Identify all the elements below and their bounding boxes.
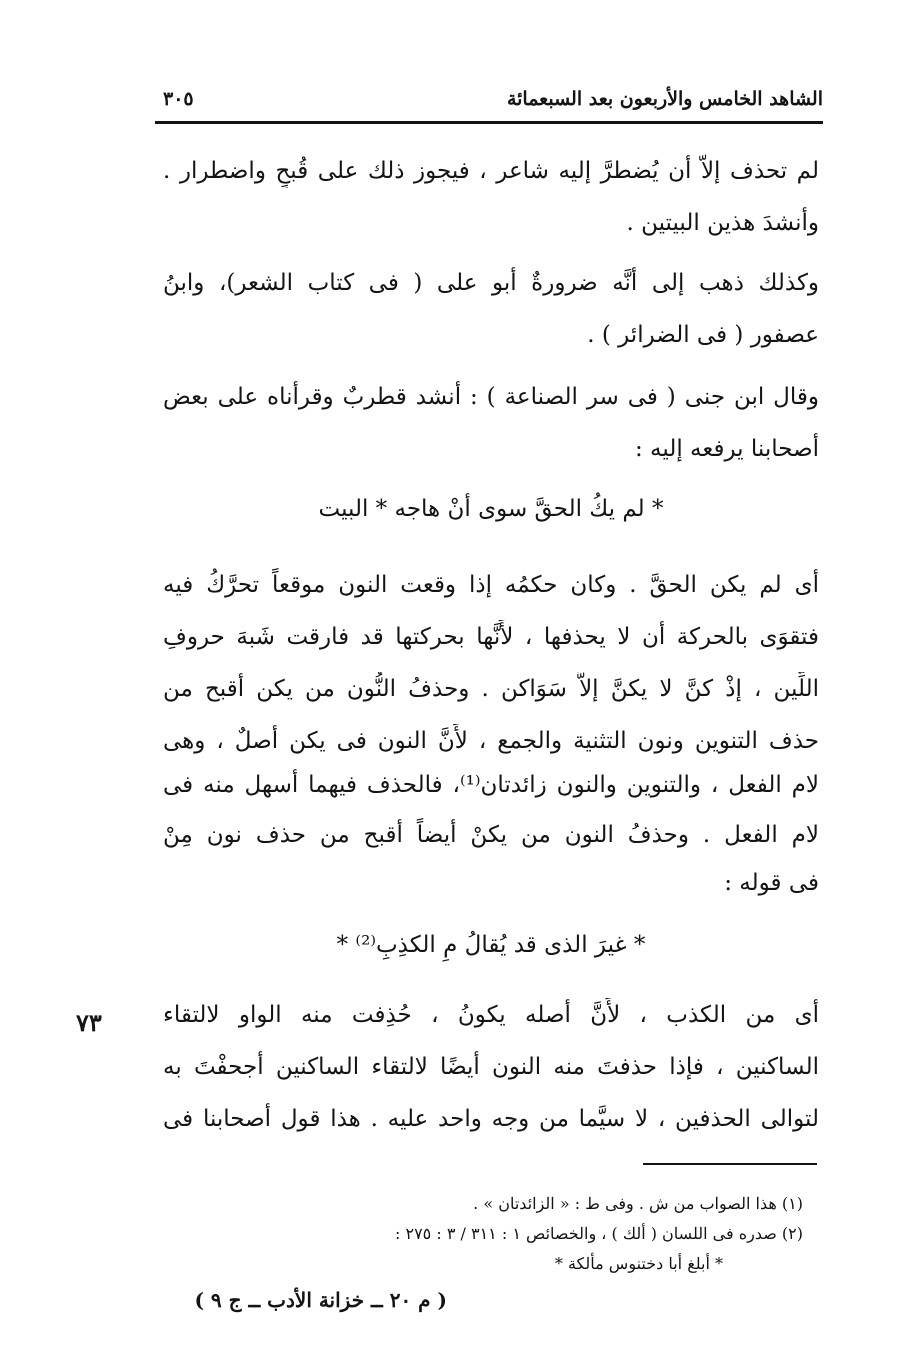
- body-line: وأنشدَ هذين البيتين .: [626, 210, 819, 236]
- footnote-rule: [643, 1163, 817, 1165]
- body-line: أصحابنا يرفعه إليه :: [635, 436, 819, 462]
- page-number: ٣٠٥: [163, 88, 194, 110]
- body-line: لام الفعل ، والتنوين والنون زائدتان⁽¹⁾، فالحذف فيهما أسهل منه فى: [163, 772, 819, 798]
- body-line: وقال ابن جنى ( فى سر الصناعة ) : أنشد قطربٌ وقرأْناه على بعض: [163, 384, 819, 410]
- body-line: أى من الكذب ، لأَنَّ أصله يكونُ ، حُذِفت منه الواو لالتقاء: [163, 1002, 819, 1028]
- header-rule: [155, 121, 823, 124]
- body-line: فتقوَى بالحركة أن لا يحذفها ، لأَنَّها بحركتها قد فارقت شَبهَ حروفِ: [163, 624, 819, 650]
- body-line: لتوالى الحذفين ، لا سيَّما من وجه واحد عليه . هذا قول أصحابنا فى: [163, 1106, 819, 1132]
- footnote-line: (١) هذا الصواب من ش . وفى ط : « الزائدتان » .: [473, 1194, 803, 1213]
- body-line: لام الفعل . وحذفُ النون من يكنْ أيضاً أقبح من حذف نون مِنْ: [163, 822, 819, 848]
- signature-mark: ( م ٢٠ ــ خزانة الأدب ــ ج ٩ ): [194, 1288, 447, 1312]
- body-line: فى قوله :: [724, 870, 819, 896]
- footnote-line: (٢) صدره فى اللسان ( ألك ) ، والخصائص ١ : ٣١١ / ٣ : ٢٧٥ :: [394, 1224, 803, 1243]
- margin-number: ٧٣: [76, 1008, 102, 1037]
- footnote-line: * أبلغ أبا دختنوس مألكة *: [554, 1254, 723, 1273]
- verse-line: * غيرَ الذى قد يُقالُ مِ الكذِبِ⁽²⁾ *: [336, 932, 646, 958]
- page-header: [155, 82, 823, 120]
- body-line: الساكنين ، فإذا حذفتَ منه النون أيضًا لالتقاء الساكنين أجحفْتَ به: [163, 1054, 819, 1080]
- body-line: وكذلك ذهب إلى أنَّه ضرورةٌ أبو على ( فى كتاب الشعر)، وابنُ: [163, 270, 819, 296]
- body-line: حذف التنوين ونون التثنية والجمع ، لأَنَّ النون فى يكن أصلٌ ، وهى: [163, 728, 819, 754]
- body-line: لم تحذف إلاّ أن يُضطرَّ إليه شاعر ، فيجوز ذلك على قُبحٍ واضطرار .: [163, 158, 819, 184]
- body-line: اللِّين ، إذْ كنَّ لا يكنَّ إلاَّ سَوَاكن . وحذفُ النُّون من يكن أقبح من: [163, 676, 819, 702]
- body-line: عصفور ( فى الضرائر ) .: [587, 322, 819, 348]
- verse-line: * لم يكُ الحقَّ سوى أنْ هاجه * البيت: [318, 496, 664, 522]
- body-line: أى لم يكن الحقَّ . وكان حكمُه إذا وقعت النون موقعاً تحرَّكُ فيه: [163, 572, 819, 598]
- running-title: الشاهد الخامس والأربعون بعد السبعمائة: [506, 88, 823, 110]
